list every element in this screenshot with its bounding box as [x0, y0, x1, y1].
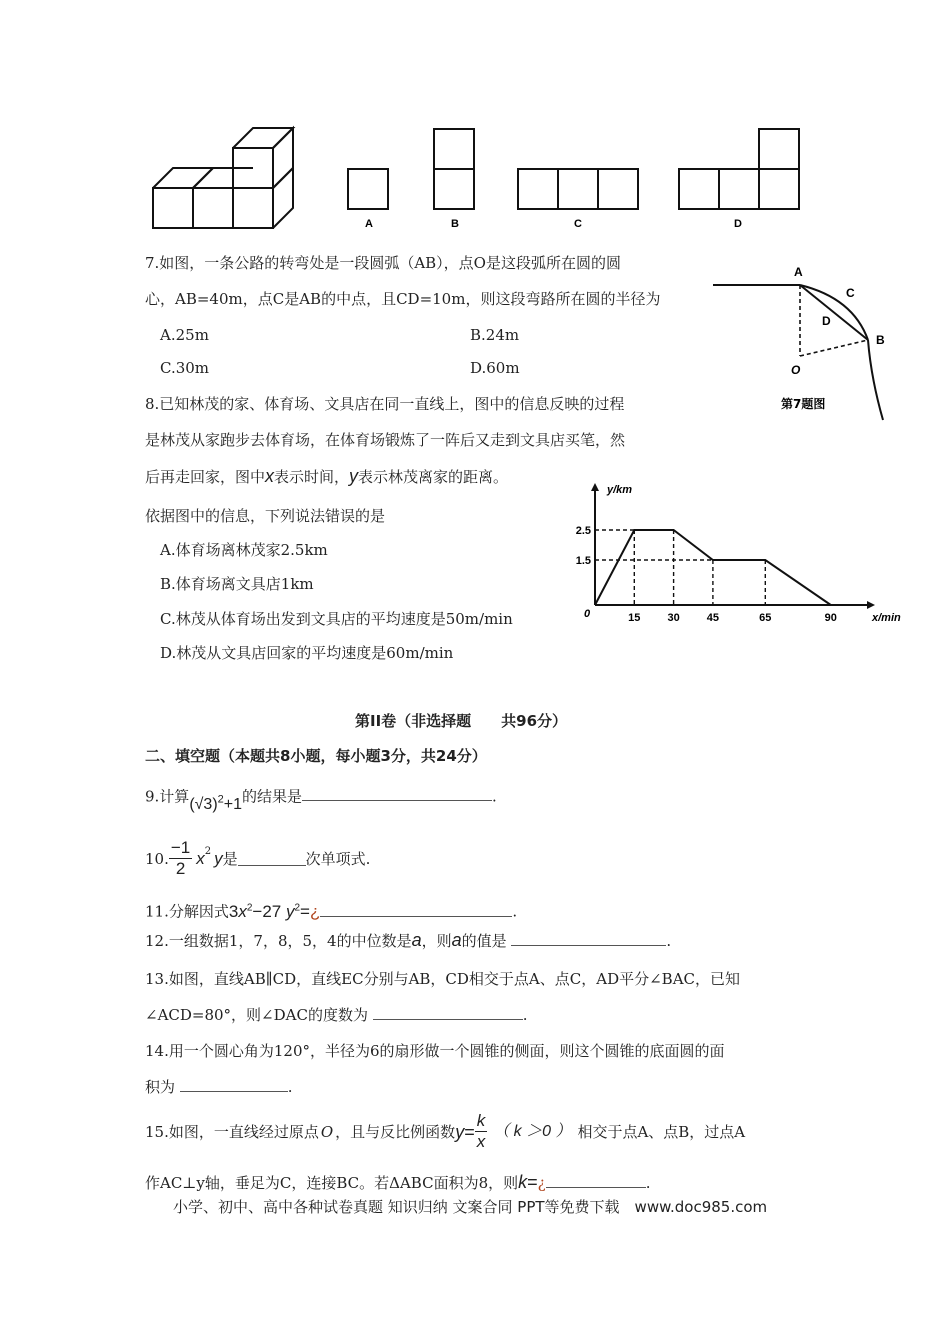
- figure-caption: 第7题图: [781, 397, 826, 411]
- q7-line1: 7.如图，一条公路的转弯处是一段圆弧（AB），点O是这段弧所在圆的圆: [145, 254, 621, 272]
- q7-option-d: D.60m: [470, 359, 520, 377]
- q6-figure: [140, 120, 820, 240]
- q9-answer-blank[interactable]: [302, 786, 492, 801]
- q15-line2: [145, 1172, 650, 1193]
- q15-prefix: 15.如图，一直线经过原点: [145, 1122, 319, 1141]
- q11-y: y: [285, 901, 295, 921]
- q10-var: y: [214, 848, 223, 868]
- q8-line4: 依据图中的信息，下列说法错误的是: [145, 507, 386, 525]
- view-label-b: B: [451, 218, 459, 230]
- q9-paren: (: [189, 796, 195, 814]
- q10-answer-blank[interactable]: [238, 851, 306, 866]
- x-tick-label-3: 65: [759, 612, 772, 624]
- q12-prefix: 12.一组数据1，7，8，5，4的中位数是: [145, 932, 412, 950]
- label-b: B: [876, 333, 885, 347]
- q11: [145, 898, 517, 922]
- q10-end: 次单项式.: [305, 849, 371, 868]
- q13-end: .: [522, 1006, 528, 1024]
- cube-solid: [153, 128, 293, 228]
- q7-line2: 心，AB=40m，点C是AB的中点，且CD=10m，则这段弯路所在圆的半径为: [145, 290, 661, 308]
- view-label-a: A: [365, 218, 373, 230]
- q13-line1: 13.如图，直线AB∥CD，直线EC分别与AB，CD相交于点A、点C，AD平分∠BAC，已知: [145, 970, 741, 988]
- y-axis-arrow: [591, 483, 599, 491]
- q8-line3: [145, 466, 508, 487]
- q12-suffix: 的值是: [461, 932, 507, 950]
- q9-rest: +1: [223, 796, 243, 814]
- q11-eq: =: [300, 901, 310, 921]
- q9-prefix: 9.计算: [145, 787, 190, 806]
- section-subtitle: 二、填空题（本题共8小题，每小题3分，共24分）: [145, 747, 487, 765]
- q11-sup2: 2: [294, 902, 301, 913]
- q13-line2-text: ∠ACD=80°，则∠DAC的度数为: [145, 1006, 368, 1024]
- label-d: D: [822, 314, 831, 328]
- label-o: O: [791, 363, 801, 377]
- y-tick-label-0: 2.5: [575, 525, 591, 537]
- q10-fraction: [169, 838, 192, 879]
- q15-suffix: 相交于点A、点B，过点A: [577, 1122, 746, 1141]
- distance-time-chart: [570, 475, 915, 625]
- q9-expr: $(√3)^2+1$: [189, 794, 243, 814]
- q7-figure: [705, 258, 905, 428]
- q10-prefix: 10.: [145, 849, 169, 868]
- q13-line2: [145, 1005, 528, 1025]
- q10-suffix: 是: [222, 849, 238, 868]
- q8-line1: 8.已知林茂的家、体育场、文具店在同一直线上，图中的信息反映的过程: [145, 395, 625, 413]
- label-a: A: [794, 265, 803, 279]
- q8-line3-b: 表示时间，: [274, 468, 350, 486]
- q8-option-c: C.林茂从体育场出发到文具店的平均速度是50m/min: [160, 610, 513, 628]
- q10-den: 2: [175, 859, 186, 878]
- view-label-d: D: [734, 218, 742, 230]
- q11-answer-blank[interactable]: [320, 902, 512, 917]
- y-axis-label: y/km: [607, 484, 633, 496]
- road-tail: [868, 340, 883, 420]
- q11-mid: −27: [252, 901, 282, 921]
- x-tick-label-1: 30: [667, 612, 680, 624]
- q15-k: k: [518, 1172, 528, 1192]
- q12: [145, 930, 671, 951]
- q15-end: .: [645, 1174, 651, 1192]
- q12-var: a: [411, 930, 422, 950]
- q8-option-a: A.体育场离林茂家2.5km: [160, 541, 328, 559]
- footer-ad: 小学、初中、高中各种试卷真题 知识归纳 文案合同 PPT等免费下载 www.doc985.com: [173, 1198, 768, 1216]
- q8-option-b: B.体育场离文具店1km: [160, 575, 314, 593]
- q14-line1: 14.用一个圆心角为120°，半径为6的扇形做一个圆锥的侧面，则这个圆锥的底面圆的面: [145, 1042, 725, 1060]
- q10-sup: 2: [204, 846, 212, 857]
- x-axis-label: x/min: [872, 612, 901, 624]
- q11-expr: [229, 902, 321, 921]
- var-x: x: [265, 466, 275, 486]
- view-label-c: C: [574, 218, 582, 230]
- chord-ab: [800, 285, 868, 340]
- q14-end: .: [287, 1078, 293, 1096]
- q12-end: .: [666, 932, 672, 950]
- q15-mark: ¿: [537, 1174, 546, 1192]
- x-tick-label-2: 45: [706, 612, 720, 624]
- q10-term: x: [196, 848, 205, 868]
- q11-mark: ¿: [309, 901, 321, 921]
- q11-end: .: [512, 902, 518, 921]
- var-y: y: [349, 466, 359, 486]
- q7-option-c: C.30m: [160, 359, 210, 377]
- label-c: C: [846, 286, 855, 300]
- origin-label: 0: [583, 608, 591, 620]
- q8-line3-a: 后再走回家，图中: [145, 468, 266, 486]
- q9-suffix: 的结果是: [242, 787, 303, 806]
- q7-option-b: B.24m: [470, 326, 520, 344]
- q15-mid: ，且与反比例函数: [335, 1122, 456, 1141]
- q9: [145, 782, 497, 814]
- q8-line2: 是林茂从家跑步去体育场，在体育场锻炼了一阵后又走到文具店买笔，然: [145, 431, 626, 449]
- q15-eq: =: [464, 1121, 475, 1142]
- q15-line2-eq: =: [527, 1172, 538, 1192]
- q12-answer-blank[interactable]: [511, 931, 666, 946]
- q8-option-d: D.林茂从文具店回家的平均速度是60m/min: [160, 644, 454, 662]
- q15-num: k: [476, 1111, 486, 1130]
- x-tick-label-0: 15: [628, 612, 641, 624]
- q15-answer-blank[interactable]: [546, 1173, 646, 1188]
- q9-square: 2: [217, 794, 224, 806]
- q14-line2: [145, 1077, 293, 1097]
- q11-a: 3: [228, 901, 239, 921]
- q15-line2-a: 作AC⊥y轴，垂足为C，连接BC。若ΔABC面积为8，则: [145, 1174, 519, 1192]
- x-tick-label-4: 90: [824, 612, 837, 624]
- q10: [145, 838, 370, 879]
- q13-answer-blank[interactable]: [373, 1005, 523, 1020]
- q15-den: x: [476, 1132, 486, 1151]
- q14-line2-text: 积为: [145, 1078, 176, 1096]
- q11-sup1: 2: [246, 902, 253, 913]
- q15-fraction: [475, 1111, 488, 1152]
- q11-prefix: 11.分解因式: [145, 902, 229, 921]
- q11-x: x: [238, 901, 247, 921]
- section-title: 第II卷（非选择题 共96分）: [355, 712, 568, 730]
- q8-line3-c: 表示林茂离家的距离。: [358, 468, 509, 486]
- q12-var2: a: [451, 930, 462, 950]
- q12-mid: ，则: [421, 932, 452, 950]
- q7-option-a: A.25m: [160, 326, 209, 344]
- q15-line1: [145, 1111, 745, 1152]
- q14-answer-blank[interactable]: [180, 1077, 288, 1092]
- q15-y: y: [455, 1121, 465, 1142]
- y-tick-label-1: 1.5: [575, 555, 591, 567]
- radius-ob: [800, 340, 868, 356]
- q9-end: .: [492, 787, 497, 806]
- q10-num: −1: [170, 838, 191, 857]
- option-views: [348, 129, 799, 209]
- q15-origin: O: [320, 1122, 334, 1141]
- x-axis-arrow: [867, 601, 875, 609]
- q15-condition: （ k ＞0 ）: [493, 1122, 572, 1140]
- q9-radical: √3: [194, 796, 213, 814]
